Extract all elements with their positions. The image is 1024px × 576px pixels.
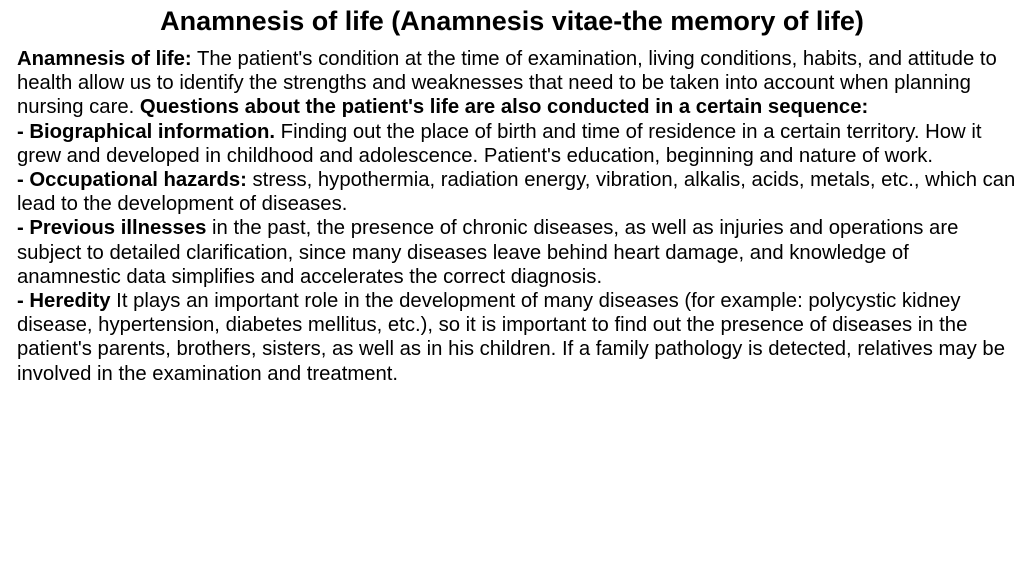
slide-body <box>17 47 1017 386</box>
item-occupational-hazards <box>17 168 1017 216</box>
item-text: Finding out the place of birth and time of residence in a certain territory. How it grew and developed in childhood and adolescence. Patient's education, beginning and nature of work. <box>17 120 982 167</box>
item-text: It plays an important role in the development of many diseases (for example: polycystic kidney disease, hypertension, diabetes mellitus, etc.), so it is important to find out the presence of diseases in the patient's parents, brothers, sisters, as well as in his children. If a family pathology is detected, relatives may be involved in the examination and treatment. <box>17 290 1005 385</box>
item-prefix: - <box>17 290 30 313</box>
intro-emphasis: Questions about the patient's life are also conducted in a certain sequence: <box>139 96 869 119</box>
slide-title: Anamnesis of life (Anamnesis vitae-the memory of life) <box>160 6 864 36</box>
item-text: in the past, the presence of chronic diseases, as well as injuries and operations are subject to detailed clarification, since many diseases leave behind heart damage, and knowledge of anamnestic data simplifies and accelerates the correct diagnosis. <box>17 217 959 288</box>
item-previous-illnesses <box>17 216 1017 289</box>
intro-paragraph <box>17 47 1017 120</box>
item-prefix: - <box>17 120 30 143</box>
item-heredity <box>17 289 1017 386</box>
intro-term: Anamnesis of life: <box>17 48 192 70</box>
item-term: Occupational hazards: <box>29 169 247 192</box>
item-term: Biographical information. <box>29 120 276 143</box>
intro-text: The patient's condition at the time of examination, living conditions, habits, and attitude to health allow us to identify the strengths and weaknesses that need to be taken into account when planning nursing care. <box>17 48 997 119</box>
item-prefix: - <box>17 217 30 240</box>
item-prefix: - <box>17 169 30 192</box>
item-term: Heredity <box>29 290 111 313</box>
item-term: Previous illnesses <box>29 217 207 240</box>
item-text: stress, hypothermia, radiation energy, vibration, alkalis, acids, metals, etc., which can lead to the development of diseases. <box>17 169 1016 216</box>
item-biographical <box>17 120 1017 168</box>
